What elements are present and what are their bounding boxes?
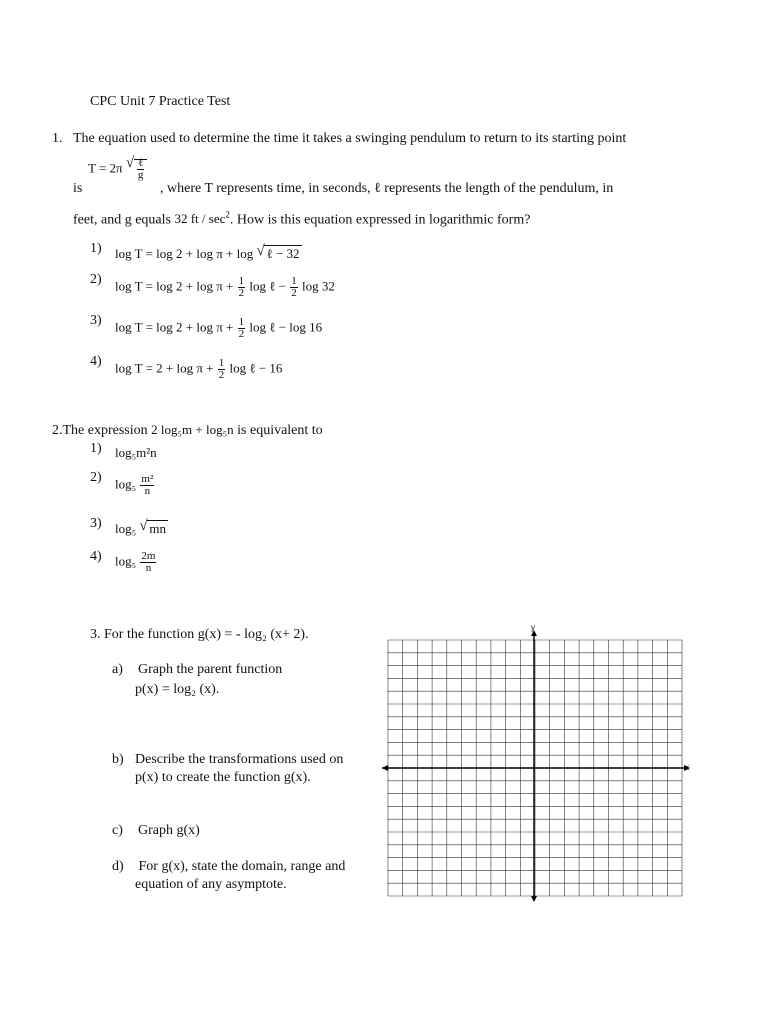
q2-suffix: is equivalent to: [237, 423, 323, 438]
q1-opt3-num: 3): [90, 313, 102, 328]
q3-b-text1: Describe the transformations used on: [135, 752, 344, 767]
q2-prefix: 2.The expression: [52, 423, 148, 438]
q1-text-c: feet, and g equals: [73, 212, 171, 228]
q3-a-text1: Graph the parent function: [138, 662, 283, 677]
q2-expr: 2 log₅m + log₅n: [151, 422, 234, 437]
x-axis-arrow-left: [382, 765, 388, 771]
q1-formula: [88, 155, 147, 181]
q2-opt1-num: 1): [90, 441, 102, 456]
q1-text-b: , where T represents time, in seconds, ℓ represents the length of the pendulum, in: [160, 181, 614, 196]
x-axis-label: x: [685, 763, 689, 772]
q1-opt2: log T = log 2 + log π + $\frac{1}{2}$ log ℓ − $\frac{1}{2}$ log 32: [115, 275, 335, 299]
q1-line-c: [73, 206, 530, 229]
q1-number: 1.: [52, 131, 63, 146]
q1-opt3: log T = log 2 + log π + $\frac{1}{2}$ log ℓ − log 16: [115, 316, 323, 340]
q1-opt4: log T = 2 + log π + $\frac{1}{2}$ log ℓ − 16: [115, 357, 283, 381]
q3-a-label: a): [112, 662, 123, 677]
q2-opt2-num: 2): [90, 470, 102, 485]
q1-opt1: log T = log 2 + log π + log √ ℓ − 32: [115, 243, 300, 261]
q3-d-label: d): [112, 859, 124, 874]
q2-opt2: log₅ $\frac{\text{m²}}{n}$: [115, 473, 154, 497]
q2-opt4-num: 4): [90, 549, 102, 564]
q1-text-a: The equation used to determine the time it takes a swinging pendulum to return to its starting point: [73, 131, 627, 146]
y-axis-arrow-down: [531, 896, 537, 902]
q2-opt3-num: 3): [90, 516, 102, 531]
q3-d-text2: equation of any asymptote.: [135, 877, 287, 892]
g-value: 32 ft / $\sec^2$: [174, 210, 230, 227]
formula-sqrt: √ $\frac{\text{ℓ}}{g}$: [126, 158, 148, 181]
q1-opt2-num: 2): [90, 272, 102, 287]
q1-opt4-num: 4): [90, 354, 102, 369]
q3-c-label: c): [112, 823, 123, 838]
q3-c-text: Graph g(x): [138, 823, 200, 838]
q3-b-label: b): [112, 752, 124, 767]
q2-opt3: log₅ √ mn: [115, 518, 167, 536]
y-axis-label: y: [531, 624, 535, 632]
q3-d-text1: For g(x), state the domain, range and: [135, 859, 346, 874]
page-title: CPC Unit 7 Practice Test: [90, 94, 231, 109]
q1-text-d: . How is this equation expressed in logarithmic form?: [229, 212, 531, 228]
q2-line: [52, 421, 323, 440]
frac-den: g: [137, 169, 144, 181]
coordinate-grid[interactable]: [382, 624, 692, 904]
q3-a-text2: p(x) = log₂ (x).: [135, 682, 220, 697]
q1-opt1-num: 1): [90, 241, 102, 256]
q3-heading: 3. For the function g(x) = - log₂ (x+ 2).: [90, 627, 309, 642]
frac-num: ℓ: [137, 157, 144, 169]
q3-b-text2: p(x) to create the function g(x).: [135, 770, 311, 785]
q1-is: is: [73, 181, 83, 196]
q2-opt4: log₅ $\frac{2m}{n}$: [115, 550, 156, 574]
formula-lhs: T = 2π: [88, 160, 123, 176]
q2-opt1: log₅m²n: [115, 445, 157, 460]
